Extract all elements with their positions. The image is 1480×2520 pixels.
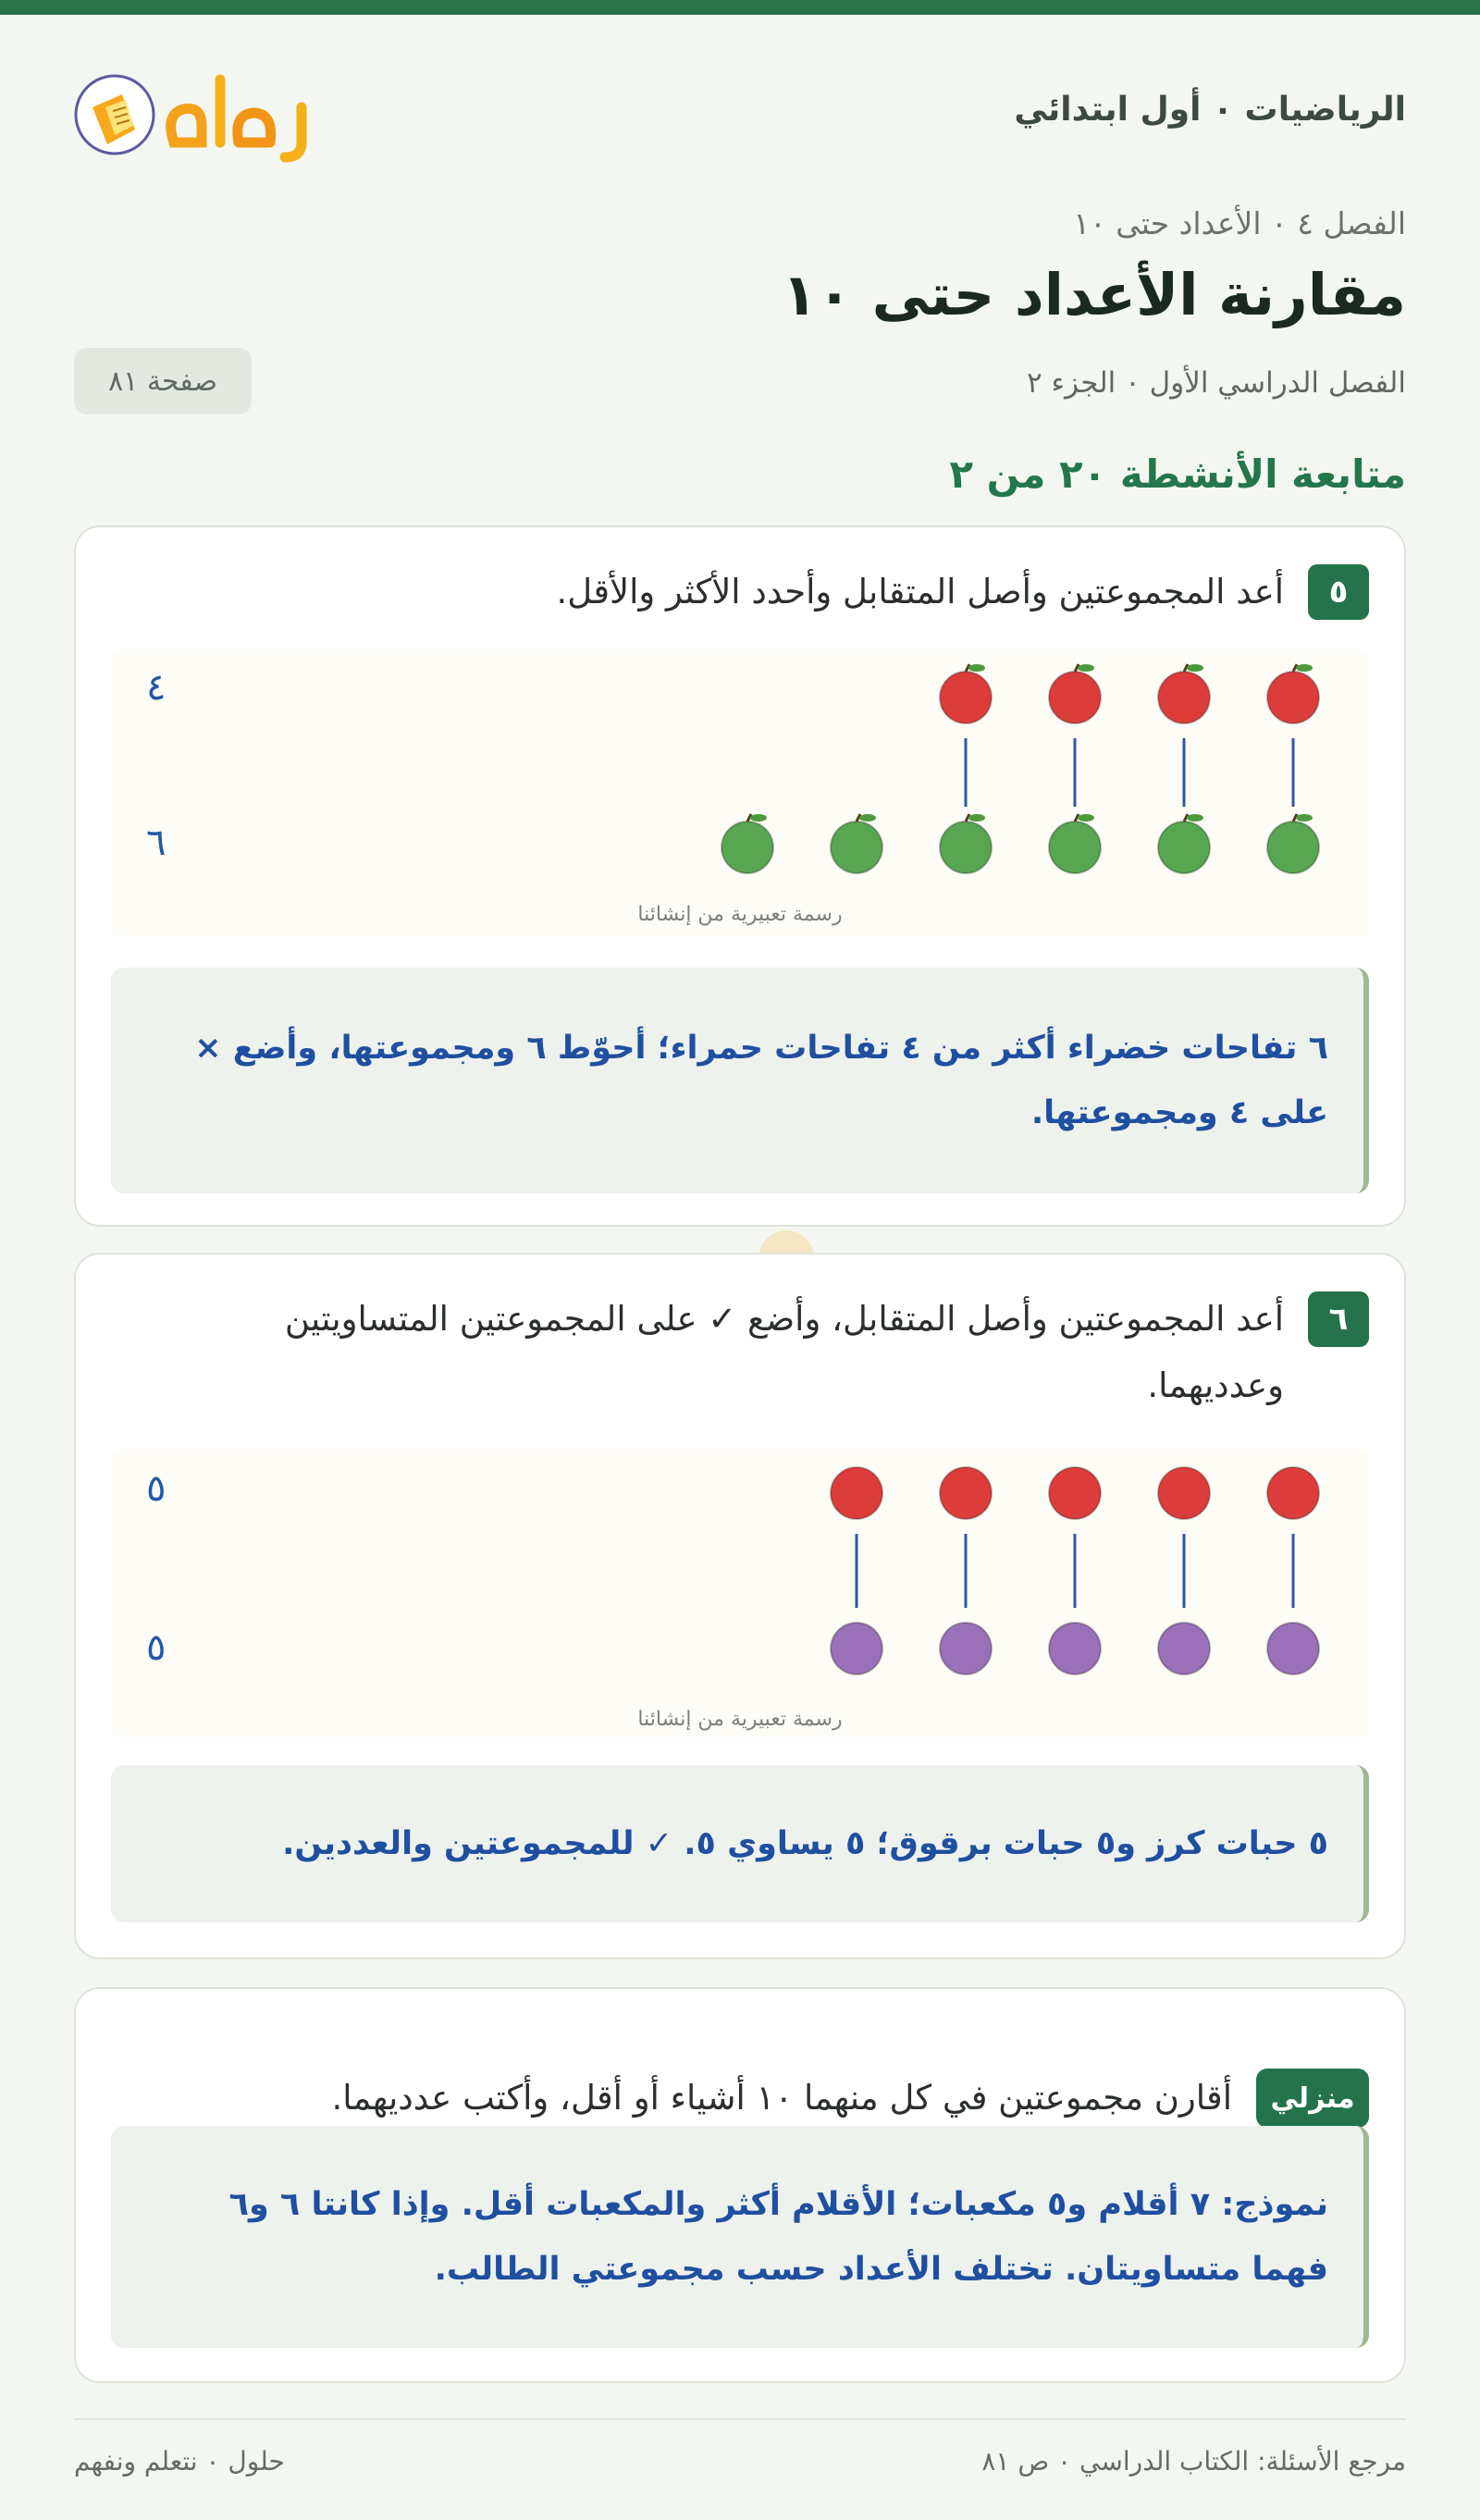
comparison-illustration (111, 1449, 1369, 1737)
page-title: مقارنة الأعداد حتى ١٠ (782, 261, 1406, 328)
top-group-item (1049, 664, 1101, 723)
homework-card (74, 1987, 1406, 2383)
bottom-group-item (1158, 1623, 1210, 1674)
top-group-item (1049, 1467, 1101, 1519)
top-group-item (1158, 664, 1210, 723)
question-card-5 (74, 525, 1406, 1227)
bottom-group-item (1158, 814, 1210, 873)
answer-box: ٦ تفاحات خضراء أكثر من ٤ تفاحات حمراء؛ أحوّط ٦ ومجموعتها، وأضع × على ٤ ومجموعتها. (111, 968, 1369, 1193)
bottom-group-item (722, 814, 773, 873)
bottom-group-item (1267, 1623, 1319, 1674)
top-group-item (1267, 1467, 1319, 1519)
bottom-group-item (940, 1623, 992, 1674)
question-number-badge: ٥ (1308, 564, 1369, 620)
page-number-badge: صفحة ٨١ (74, 348, 252, 414)
top-group-count: ٥ (146, 1467, 166, 1510)
bottom-group-item (940, 814, 992, 873)
homework-text: أقارن مجموعتين في كل منهما ١٠ أشياء أو أقل، وأكتب عدديهما. (331, 2078, 1232, 2118)
subject-label: الرياضيات ٠ أول ابتدائي (1014, 91, 1406, 129)
question-text: أعد المجموعتين وأصل المتقابل وأحدد الأكثر والأقل. (556, 572, 1284, 611)
homework-badge: منزلي (1256, 2069, 1369, 2128)
question-text: أعد المجموعتين وأصل المتقابل، وأضع ✓ على المجموعتين المتساويتين وعدديهما. (284, 1299, 1284, 1405)
apples-diagram (111, 649, 1369, 936)
comparison-illustration (111, 649, 1369, 936)
top-group-count: ٤ (146, 666, 166, 709)
question-card-6 (74, 1253, 1406, 1959)
bottom-group-item (831, 1623, 882, 1674)
top-accent-bar (0, 0, 1480, 15)
top-group-item (831, 1467, 882, 1519)
top-group-item (1267, 664, 1319, 723)
footer-divider (74, 2418, 1406, 2420)
bottom-group-count: ٥ (146, 1626, 166, 1669)
hulul-logo-icon[interactable] (74, 61, 333, 163)
semester-label: الفصل الدراسي الأول ٠ الجزء ٢ (1027, 366, 1406, 400)
answer-box: ٥ حبات كرز و٥ حبات برقوق؛ ٥ يساوي ٥. ✓ للمجموعتين والعددين. (111, 1765, 1369, 1922)
illustration-caption: رسمة تعبيرية من إنشائنا (637, 1708, 843, 1731)
bottom-group-item (831, 814, 882, 873)
page-header (74, 57, 1406, 168)
top-group-item (940, 664, 992, 723)
bottom-group-item (1267, 814, 1319, 873)
chapter-label: الفصل ٤ ٠ الأعداد حتى ١٠ (1073, 205, 1406, 241)
cherries-plums-diagram (111, 1449, 1369, 1737)
bottom-group-item (1049, 814, 1101, 873)
question-number-badge: ٦ (1308, 1291, 1369, 1347)
top-group-item (1158, 1467, 1210, 1519)
section-heading: متابعة الأنشطة ٢٠ من ٢ (949, 451, 1406, 497)
bottom-group-item (1049, 1623, 1101, 1674)
footer-brand: حلول ٠ نتعلم ونفهم (74, 2446, 285, 2477)
answer-box: نموذج: ٧ أقلام و٥ مكعبات؛ الأقلام أكثر والمكعبات أقل. وإذا كانتا ٦ و٦ فهما متساويتان. تختلف الأعداد حسب مجموعتي الطالب. (111, 2126, 1369, 2348)
footer-reference: مرجع الأسئلة: الكتاب الدراسي ٠ ص ٨١ (981, 2446, 1406, 2477)
illustration-caption: رسمة تعبيرية من إنشائنا (637, 903, 843, 926)
top-group-item (940, 1467, 992, 1519)
bottom-group-count: ٦ (146, 821, 166, 864)
